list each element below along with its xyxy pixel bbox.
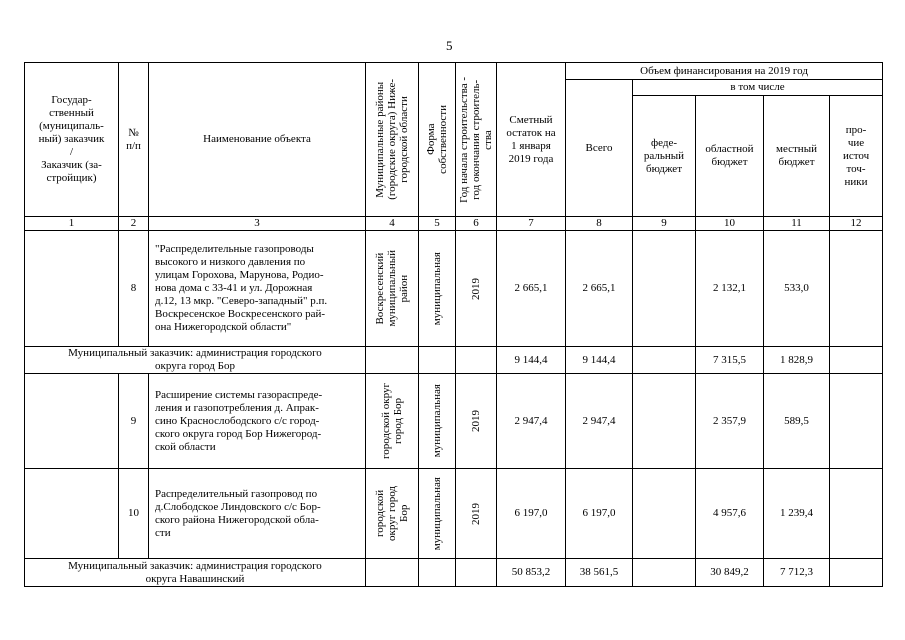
object-name: Распределительный газопровод по д.Слободское Линдовского с/с Бор- ского района Нижегородской обла- сти	[149, 469, 366, 559]
customer-row	[25, 347, 883, 374]
local: 7 712,3	[764, 559, 830, 587]
customer-cell	[25, 374, 119, 469]
object-name: Расширение системы газораспреде- ления и газопотребления д. Апрак- сино Краснослободского с/с город- ского округа город Бор Нижегород- ской области	[149, 374, 366, 469]
col-number: 3	[149, 217, 366, 231]
regional: 7 315,5	[696, 347, 764, 374]
column-number-row	[25, 217, 883, 231]
col-number: 7	[497, 217, 566, 231]
federal	[633, 469, 696, 559]
balance: 50 853,2	[497, 559, 566, 587]
col-number: 10	[696, 217, 764, 231]
balance: 6 197,0	[497, 469, 566, 559]
header-total: Всего	[566, 80, 633, 217]
customer-label: Муниципальный заказчик: администрация городского округа город Бор	[25, 347, 366, 374]
customer-cell	[25, 231, 119, 347]
table-row	[25, 469, 883, 559]
local: 533,0	[764, 231, 830, 347]
year: 2019	[456, 469, 497, 559]
ownership: муниципальная	[419, 231, 456, 347]
federal	[633, 231, 696, 347]
total: 9 144,4	[566, 347, 633, 374]
header-object-name: Наименование объекта	[149, 63, 366, 217]
col-number: 9	[633, 217, 696, 231]
page-number: 5	[446, 38, 453, 53]
empty-cell	[419, 347, 456, 374]
year: 2019	[456, 231, 497, 347]
customer-label: Муниципальный заказчик: администрация городского округа Навашинский	[25, 559, 366, 587]
federal	[633, 374, 696, 469]
header-funding: Объем финансирования на 2019 год	[566, 63, 883, 80]
total: 6 197,0	[566, 469, 633, 559]
local: 1 239,4	[764, 469, 830, 559]
header-num: № п/п	[119, 63, 149, 217]
district: городской округ город Бор	[366, 374, 419, 469]
col-number: 5	[419, 217, 456, 231]
header-regional: областной бюджет	[696, 96, 764, 217]
col-number: 12	[830, 217, 883, 231]
regional: 30 849,2	[696, 559, 764, 587]
header-customer: Государ- ственный (муниципаль- ный) заказчик / Заказчик (за- стройщик)	[25, 63, 119, 217]
empty-cell	[366, 559, 419, 587]
header-years: Год начала строительства - год окончания строитель- ства	[456, 63, 497, 217]
col-number: 6	[456, 217, 497, 231]
col-number: 11	[764, 217, 830, 231]
regional: 2 132,1	[696, 231, 764, 347]
ownership: муниципальная	[419, 469, 456, 559]
header-ownership: Форма собственности	[419, 63, 456, 217]
regional: 4 957,6	[696, 469, 764, 559]
other	[830, 559, 883, 587]
header-local: местный бюджет	[764, 96, 830, 217]
district: Воскресенский муниципальный район	[366, 231, 419, 347]
other	[830, 374, 883, 469]
balance: 2 665,1	[497, 231, 566, 347]
customer-cell	[25, 469, 119, 559]
local: 589,5	[764, 374, 830, 469]
local: 1 828,9	[764, 347, 830, 374]
col-number: 1	[25, 217, 119, 231]
col-number: 4	[366, 217, 419, 231]
total: 2 947,4	[566, 374, 633, 469]
empty-cell	[366, 347, 419, 374]
row-num: 10	[119, 469, 149, 559]
district: городской округ город Бор	[366, 469, 419, 559]
header-balance: Сметный остаток на 1 января 2019 года	[497, 63, 566, 217]
federal	[633, 559, 696, 587]
empty-cell	[456, 347, 497, 374]
empty-cell	[419, 559, 456, 587]
other	[830, 469, 883, 559]
year: 2019	[456, 374, 497, 469]
table-row	[25, 231, 883, 347]
empty-cell	[456, 559, 497, 587]
other	[830, 347, 883, 374]
customer-row	[25, 559, 883, 587]
row-num: 8	[119, 231, 149, 347]
total: 38 561,5	[566, 559, 633, 587]
header-federal: феде- ральный бюджет	[633, 96, 696, 217]
table-row	[25, 374, 883, 469]
header-other: про- чие источ точ- ники	[830, 96, 883, 217]
balance: 2 947,4	[497, 374, 566, 469]
header-districts: Муниципальные районы (городские округа) Ниже- городской области	[366, 63, 419, 217]
row-num: 9	[119, 374, 149, 469]
col-number: 8	[566, 217, 633, 231]
total: 2 665,1	[566, 231, 633, 347]
other	[830, 231, 883, 347]
financing-table	[24, 62, 883, 587]
header-including: в том числе	[633, 80, 883, 96]
col-number: 2	[119, 217, 149, 231]
object-name: "Распределительные газопроводы высокого и низкого давления по улицам Горохова, Марунова, Родио- нова дома с 33-41 и ул. Дорожная д.12, 13 мкр. "Северо-западный" р.п. Воскресенское Воскресенского рай- она Нижегородской области"	[149, 231, 366, 347]
federal	[633, 347, 696, 374]
balance: 9 144,4	[497, 347, 566, 374]
regional: 2 357,9	[696, 374, 764, 469]
ownership: муниципальная	[419, 374, 456, 469]
